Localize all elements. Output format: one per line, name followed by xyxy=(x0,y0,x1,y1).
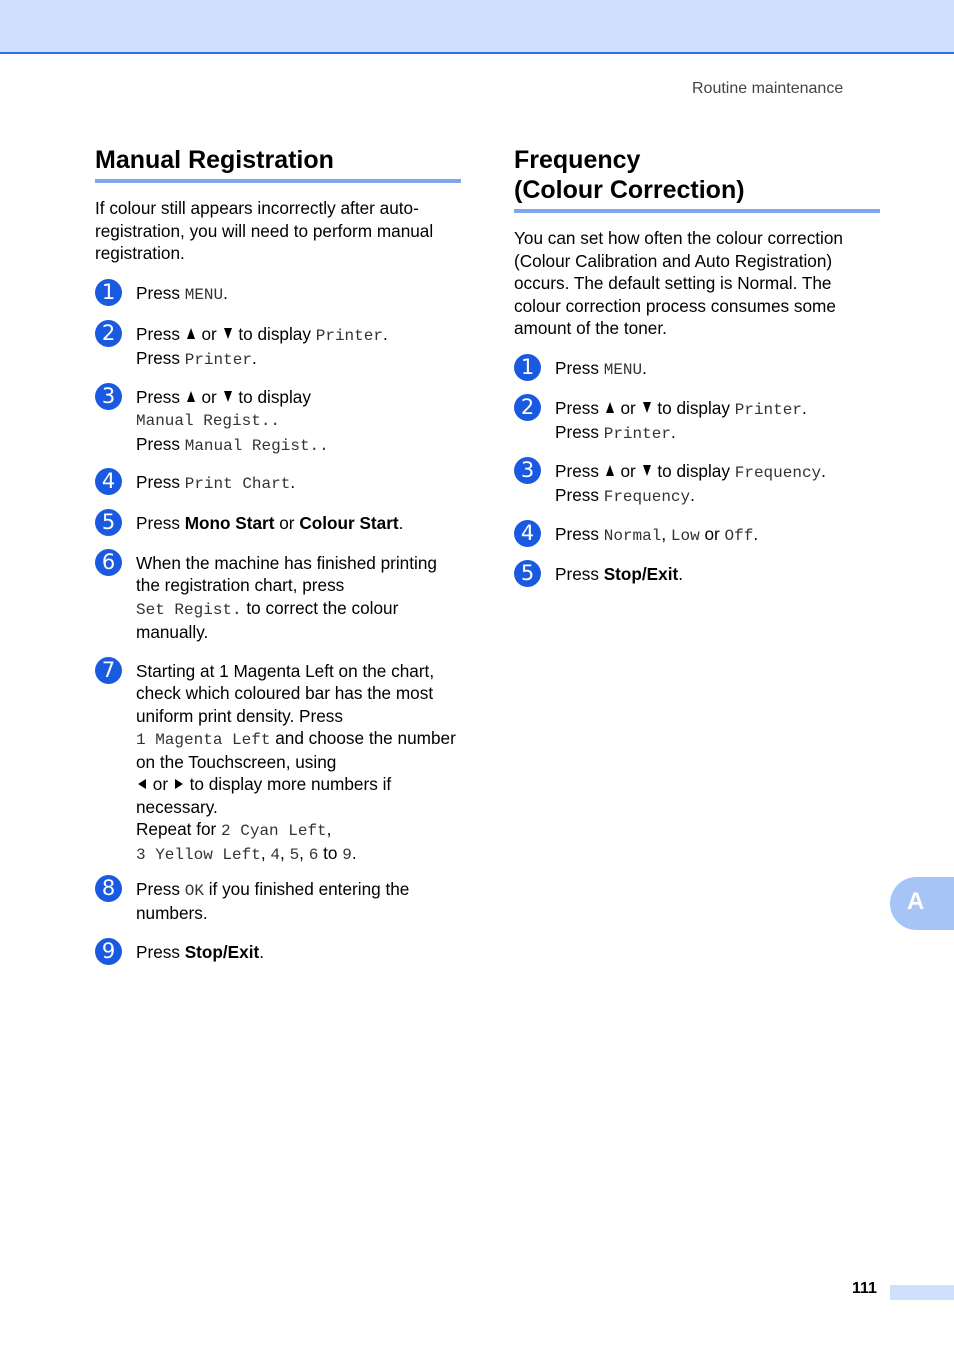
left-arrow-icon xyxy=(138,779,146,789)
appendix-tab: A xyxy=(890,877,954,930)
right-arrow-icon xyxy=(175,779,183,789)
step-number-icon: 3 xyxy=(514,457,541,484)
section-title-frequency: Frequency (Colour Correction) xyxy=(514,145,880,213)
page-number: 111 xyxy=(852,1280,877,1297)
step-3: 3 Press or to display Manual Regist.. Press Manual Regist.. xyxy=(95,386,461,457)
step-2: 2 Press or to display Printer. Press Printer. xyxy=(514,397,880,446)
step-number-icon: 2 xyxy=(514,394,541,421)
up-arrow-icon xyxy=(187,391,195,402)
step-9: 9 Press Stop/Exit. xyxy=(95,941,461,963)
step-number-icon: 1 xyxy=(95,279,122,306)
step-number-icon: 6 xyxy=(95,549,122,576)
step-number-icon: 4 xyxy=(514,520,541,547)
step-2: 2 Press or to display Printer. Press Printer. xyxy=(95,323,461,372)
step-number-icon: 5 xyxy=(95,509,122,536)
intro-paragraph: If colour still appears incorrectly after auto-registration, you will need to perform manual registration. xyxy=(95,198,434,263)
step-8: 8 Press OK if you finished entering the numbers. xyxy=(95,878,461,925)
step-number-icon: 4 xyxy=(95,468,122,495)
step-number-icon: 3 xyxy=(95,383,122,410)
step-7: 7 Starting at 1 Magenta Left on the chart, check which coloured bar has the most uniform print density. Press 1 Magenta Left and choose the number on the Touchscreen, using or to display more numbers if necessary. Repeat for 2 Cyan Left, 3 Yellow Left, 4, 5, 6 to 9. xyxy=(95,660,461,867)
step-6: 6 When the machine has finished printing the registration chart, press Set Regist. to correct the colour manually. xyxy=(95,552,461,643)
section-title-manual-registration: Manual Registration xyxy=(95,145,461,183)
step-5: 5 Press Mono Start or Colour Start. xyxy=(95,512,461,534)
step-number-icon: 5 xyxy=(514,560,541,587)
running-head: Routine maintenance xyxy=(692,80,844,97)
step-4: 4 Press Print Chart. xyxy=(95,471,461,495)
step-number-icon: 9 xyxy=(95,938,122,965)
down-arrow-icon xyxy=(643,465,651,476)
up-arrow-icon xyxy=(606,465,614,476)
intro-paragraph: You can set how often the colour correction (Colour Calibration and Auto Registration) occurs. The default setting is Normal. The colour correction process consumes some amount of the toner. xyxy=(514,228,843,338)
step-1: 1 Press MENU. xyxy=(95,282,461,306)
down-arrow-icon xyxy=(643,402,651,413)
step-1: 1 Press MENU. xyxy=(514,357,880,381)
up-arrow-icon xyxy=(187,328,195,339)
step-number-icon: 2 xyxy=(95,320,122,347)
step-5: 5 Press Stop/Exit. xyxy=(514,563,880,585)
step-number-icon: 1 xyxy=(514,354,541,381)
up-arrow-icon xyxy=(606,402,614,413)
down-arrow-icon xyxy=(224,391,232,402)
step-number-icon: 8 xyxy=(95,875,122,902)
page-footer-bar xyxy=(890,1285,954,1300)
top-band xyxy=(0,0,954,54)
step-number-icon: 7 xyxy=(95,657,122,684)
down-arrow-icon xyxy=(224,328,232,339)
step-3: 3 Press or to display Frequency. Press Frequency. xyxy=(514,460,880,509)
step-4: 4 Press Normal, Low or Off. xyxy=(514,523,880,547)
